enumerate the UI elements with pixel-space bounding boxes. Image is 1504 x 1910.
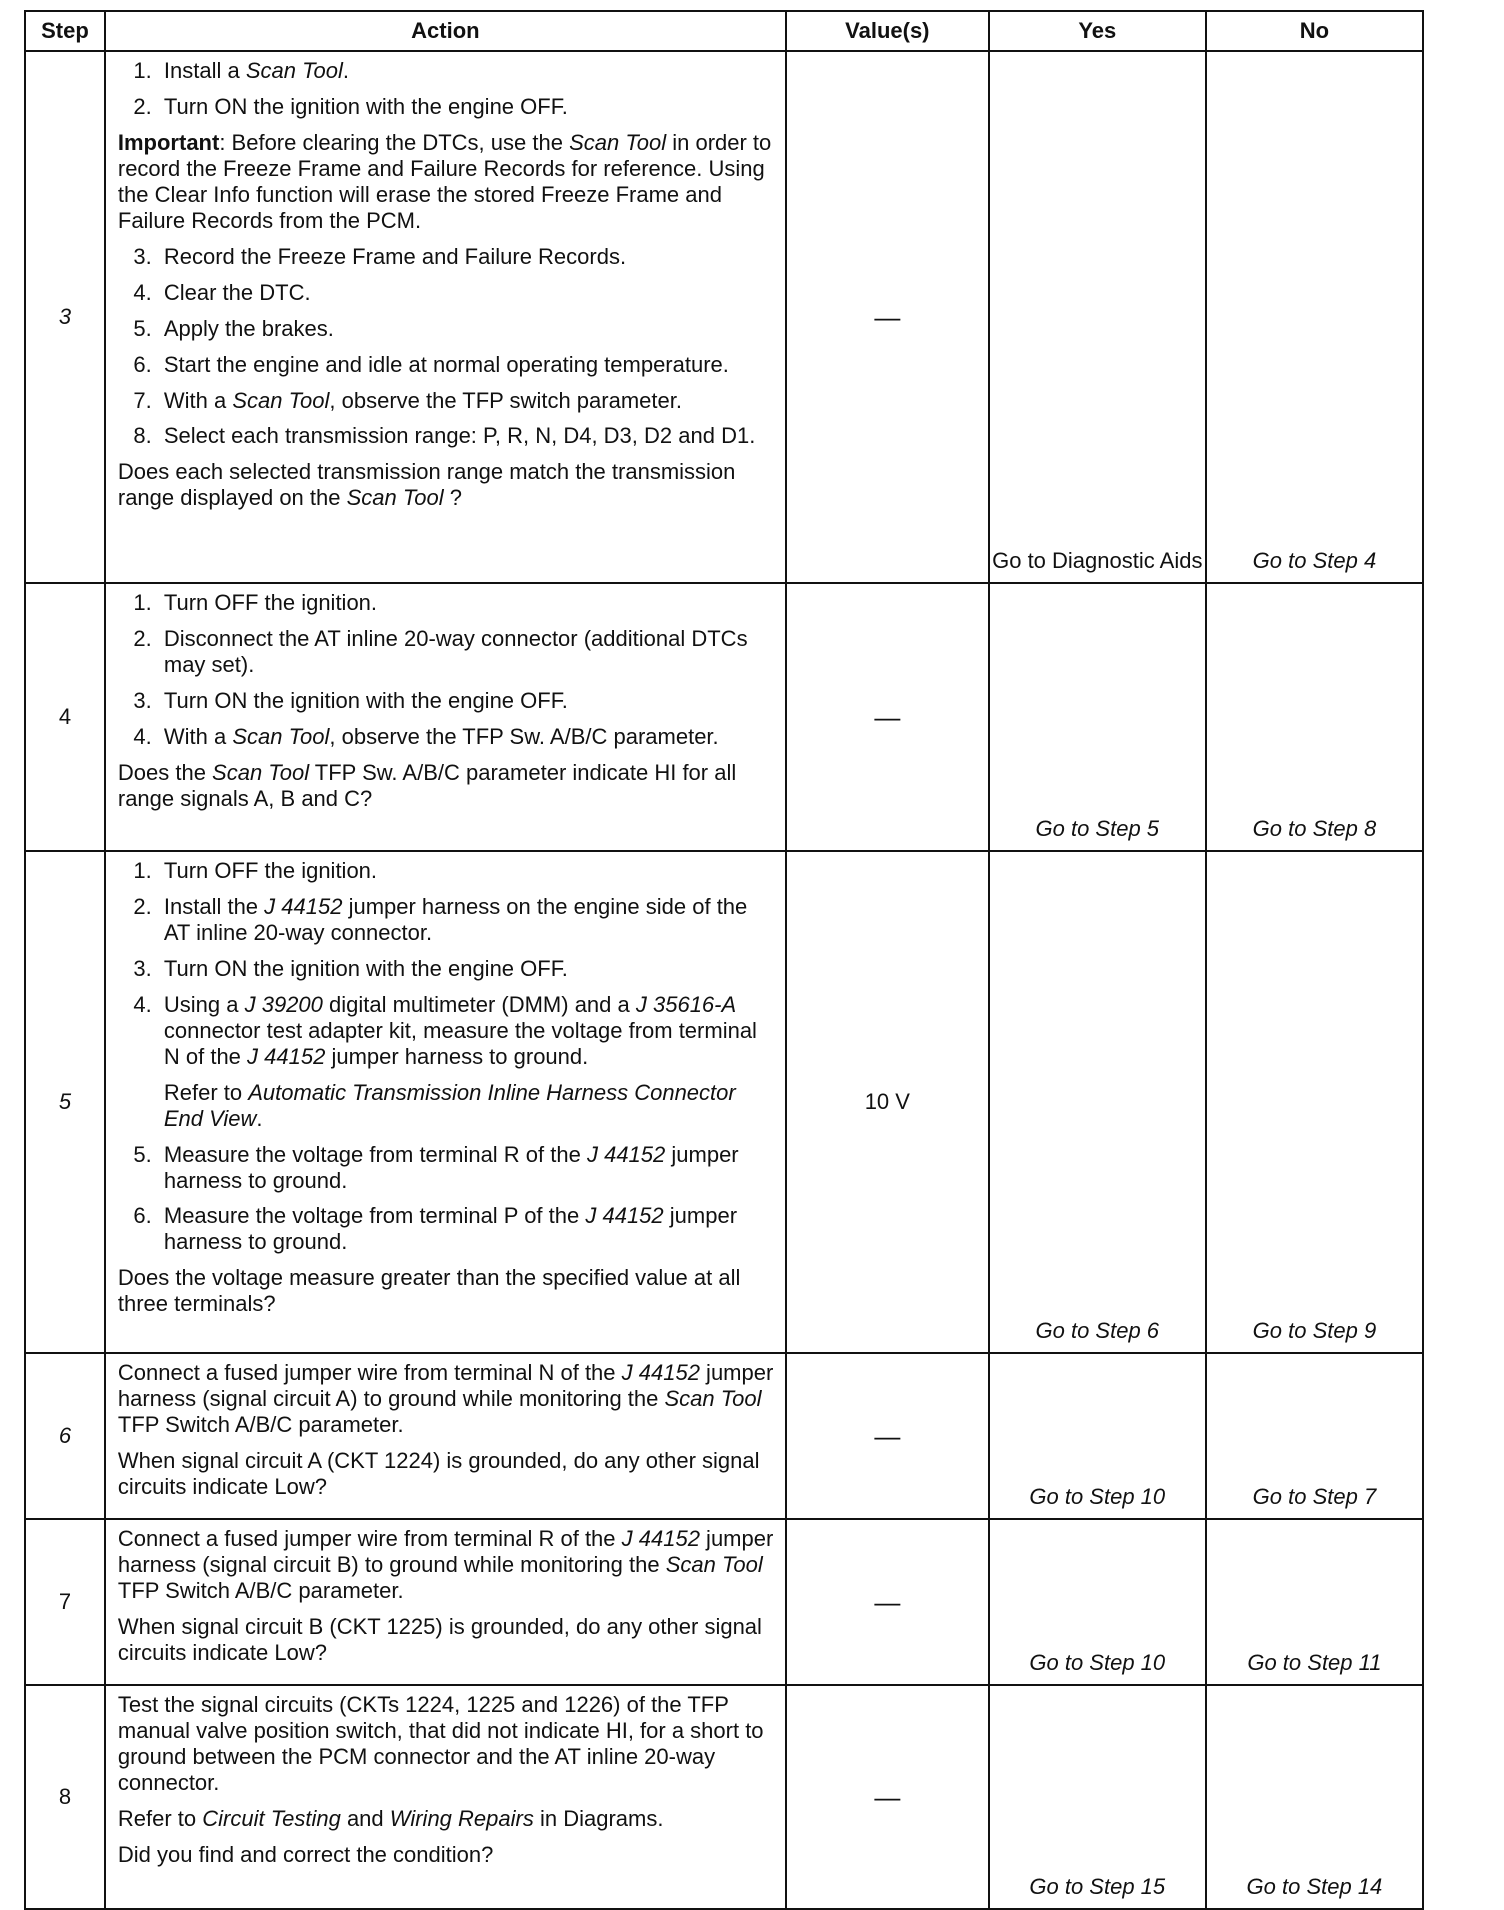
action-cell bbox=[105, 1685, 786, 1909]
action-cell bbox=[105, 851, 786, 1353]
header-no: No bbox=[1206, 11, 1423, 51]
step-number: 3 bbox=[25, 51, 105, 583]
yes-cell[interactable]: Go to Step 6 bbox=[989, 851, 1206, 1353]
action-cell bbox=[105, 1519, 786, 1685]
action-item: 4. With a Scan Tool, observe the TFP Sw. A/B/C parameter. bbox=[158, 724, 775, 750]
header-action: Action bbox=[105, 11, 786, 51]
table-row-step-3 bbox=[25, 51, 1423, 583]
no-cell[interactable]: Go to Step 9 bbox=[1206, 851, 1423, 1353]
table-row-step-7 bbox=[25, 1519, 1423, 1685]
action-cell bbox=[105, 583, 786, 851]
action-item: 8. Select each transmission range: P, R, N, D4, D3, D2 and D1. bbox=[158, 423, 775, 449]
question-text: When signal circuit B (CKT 1225) is grounded, do any other signal circuits indicate Low? bbox=[117, 1613, 762, 1665]
question-text: Does the voltage measure greater than the specified value at all three terminals? bbox=[117, 1265, 741, 1317]
table-row-step-5 bbox=[25, 851, 1423, 1353]
action-item: 3. Turn ON the ignition with the engine OFF. bbox=[158, 688, 775, 714]
question-text: When signal circuit A (CKT 1224) is grounded, do any other signal circuits indicate Low? bbox=[117, 1447, 760, 1499]
action-item: 2. Turn ON the ignition with the engine OFF. bbox=[158, 94, 775, 120]
action-cell bbox=[105, 1353, 786, 1519]
action-item: 1. Turn OFF the ignition. bbox=[158, 590, 775, 616]
diagnostic-table-page bbox=[24, 10, 1424, 1910]
action-item: 3. Turn ON the ignition with the engine OFF. bbox=[158, 956, 775, 982]
value-cell: — bbox=[786, 1353, 989, 1519]
step-number: 4 bbox=[25, 583, 105, 851]
action-list bbox=[118, 244, 775, 450]
question-text: Does each selected transmission range match the transmission range displayed on the Scan Tool ? bbox=[117, 459, 736, 511]
value-cell: — bbox=[786, 51, 989, 583]
header-step: Step bbox=[25, 11, 105, 51]
action-item: 4. Using a J 39200 digital multimeter (DMM) and a J 35616-A connector test adapter kit, measure the voltage from terminal N of the J 44152 jumper harness to ground. Refer to Automatic Transmission Inline Harness Connector End View. bbox=[158, 992, 775, 1132]
action-item: 6. Measure the voltage from terminal P of the J 44152 jumper harness to ground. bbox=[158, 1203, 775, 1255]
step-number: 7 bbox=[25, 1519, 105, 1685]
action-item: 1. Install a Scan Tool. bbox=[158, 58, 775, 84]
reference-link[interactable]: Circuit Testing bbox=[202, 1805, 341, 1831]
no-cell[interactable]: Go to Step 14 bbox=[1206, 1685, 1423, 1909]
action-item: 1. Turn OFF the ignition. bbox=[158, 858, 775, 884]
action-cell bbox=[105, 51, 786, 583]
action-list bbox=[118, 58, 775, 120]
header-values: Value(s) bbox=[786, 11, 989, 51]
yes-cell[interactable]: Go to Step 10 bbox=[989, 1519, 1206, 1685]
step-number: 8 bbox=[25, 1685, 105, 1909]
value-cell: — bbox=[786, 583, 989, 851]
no-cell[interactable]: Go to Step 4 bbox=[1206, 51, 1423, 583]
no-cell[interactable]: Go to Step 8 bbox=[1206, 583, 1423, 851]
step-number: 6 bbox=[25, 1353, 105, 1519]
no-cell[interactable]: Go to Step 7 bbox=[1206, 1353, 1423, 1519]
diagnostic-table bbox=[24, 10, 1424, 1910]
action-item: 6. Start the engine and idle at normal operating temperature. bbox=[158, 352, 775, 378]
question-text: Did you find and correct the condition? bbox=[117, 1841, 494, 1867]
value-cell: — bbox=[786, 1519, 989, 1685]
yes-cell[interactable]: Go to Step 5 bbox=[989, 583, 1206, 851]
action-item: 7. With a Scan Tool, observe the TFP switch parameter. bbox=[158, 388, 775, 414]
step-number: 5 bbox=[25, 851, 105, 1353]
table-row-step-8 bbox=[25, 1685, 1423, 1909]
action-list bbox=[118, 590, 775, 750]
yes-cell[interactable]: Go to Step 15 bbox=[989, 1685, 1206, 1909]
action-item: 5. Measure the voltage from terminal R of the J 44152 jumper harness to ground. bbox=[158, 1142, 775, 1194]
yes-cell[interactable]: Go to Diagnostic Aids bbox=[989, 51, 1206, 583]
action-item: 3. Record the Freeze Frame and Failure Records. bbox=[158, 244, 775, 270]
reference-link[interactable]: Automatic Transmission Inline Harness Connector End View bbox=[163, 1079, 736, 1131]
value-cell: — bbox=[786, 1685, 989, 1909]
action-item: 2. Install the J 44152 jumper harness on the engine side of the AT inline 20-way connector. bbox=[158, 894, 775, 946]
header-row bbox=[25, 11, 1423, 51]
important-note: Important: Before clearing the DTCs, use the Scan Tool in order to record the Freeze Frame and Failure Records for reference. Using the Clear Info function will erase the stored Freeze Frame and Failure Records from the PCM. bbox=[117, 129, 772, 233]
action-item: 4. Clear the DTC. bbox=[158, 280, 775, 306]
action-item: 5. Apply the brakes. bbox=[158, 316, 775, 342]
no-cell[interactable]: Go to Step 11 bbox=[1206, 1519, 1423, 1685]
reference-note: Refer to Automatic Transmission Inline Harness Connector End View. bbox=[163, 1079, 736, 1131]
table-row-step-4 bbox=[25, 583, 1423, 851]
reference-note: Refer to Circuit Testing and Wiring Repairs in Diagrams. bbox=[117, 1805, 664, 1831]
action-paragraph: Connect a fused jumper wire from terminal N of the J 44152 jumper harness (signal circuit A) to ground while monitoring the Scan Tool TFP Switch A/B/C parameter. bbox=[117, 1360, 774, 1437]
table-row-step-6 bbox=[25, 1353, 1423, 1519]
value-cell: 10 V bbox=[786, 851, 989, 1353]
header-yes: Yes bbox=[989, 11, 1206, 51]
action-paragraph: Connect a fused jumper wire from terminal R of the J 44152 jumper harness (signal circuit B) to ground while monitoring the Scan Tool TFP Switch A/B/C parameter. bbox=[117, 1526, 774, 1603]
action-list bbox=[118, 858, 775, 1255]
question-text: Does the Scan Tool TFP Sw. A/B/C parameter indicate HI for all range signals A, B and C? bbox=[117, 759, 737, 811]
action-item: 2. Disconnect the AT inline 20-way connector (additional DTCs may set). bbox=[158, 626, 775, 678]
action-paragraph: Test the signal circuits (CKTs 1224, 1225 and 1226) of the TFP manual valve position switch, that did not indicate HI, for a short to ground between the PCM connector and the AT inline 20-way connector. bbox=[117, 1692, 764, 1795]
reference-link[interactable]: Wiring Repairs bbox=[389, 1805, 534, 1831]
yes-cell[interactable]: Go to Step 10 bbox=[989, 1353, 1206, 1519]
